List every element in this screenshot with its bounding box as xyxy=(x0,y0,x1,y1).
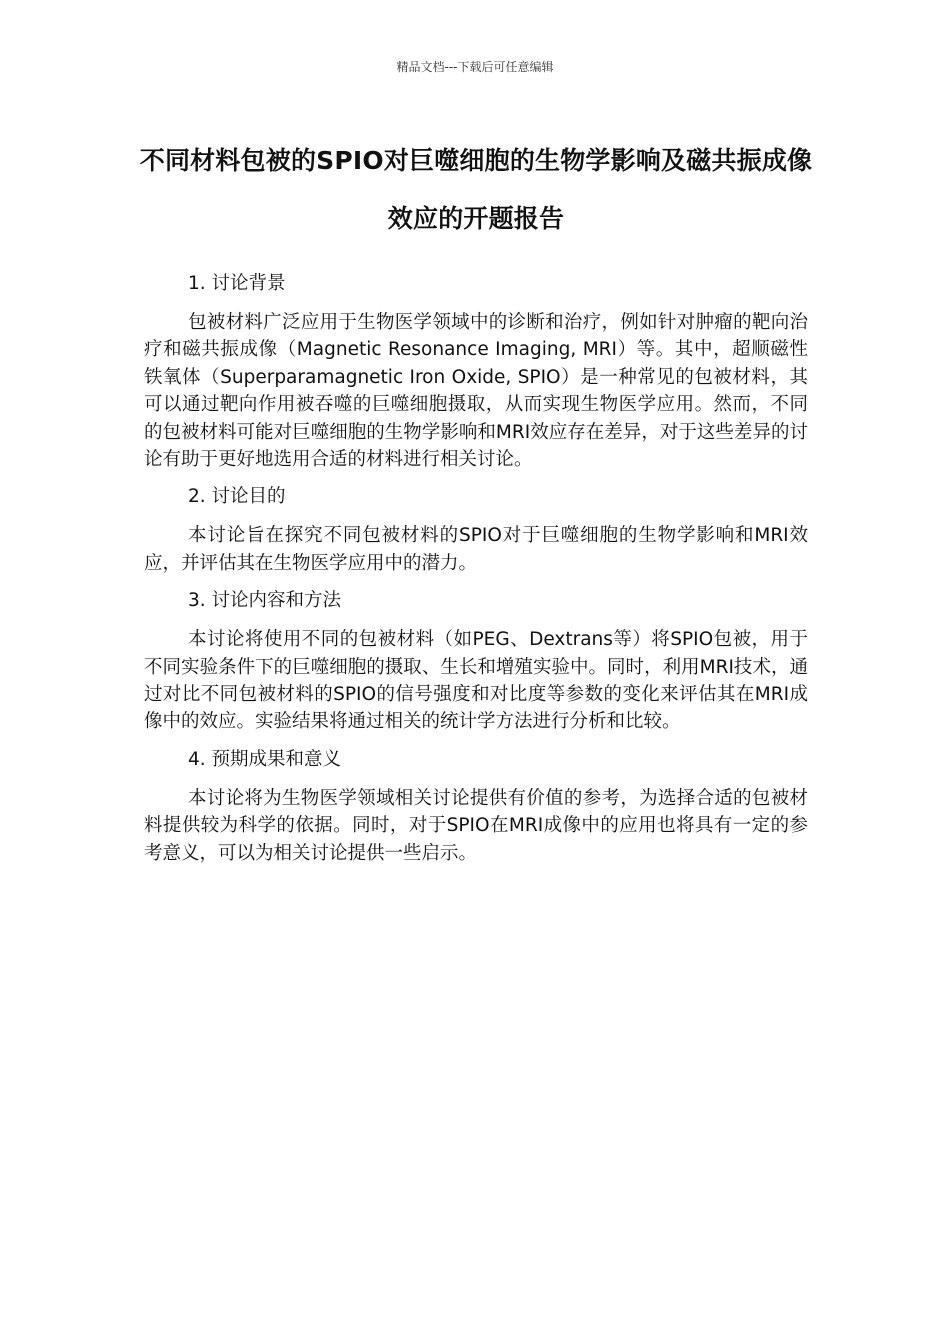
document-body xyxy=(144,270,808,877)
section-methods xyxy=(144,587,808,736)
section-heading-background: 1. 讨论背景 xyxy=(188,273,286,294)
section-paragraph-background: 包被材料广泛应用于生物医学领域中的诊断和治疗，例如针对肿瘤的靶向治疗和磁共振成像（Magnetic Resonance Imaging, MRI）等。其中，超顺磁性铁氧体（Superparamagnetic Iron Oxide, SPIO）是一种常见的包被材料，其可以通过靶向作用被吞噬的巨噬细胞摄取，从而实现生物医学应用。然而，不同的包被材料可能对巨噬细胞的生物学影响和MRI效应存在差异，对于这些差异的讨论有助于更好地选用合适的材料进行相关讨论。 xyxy=(144,312,808,471)
section-heading-methods: 3. 讨论内容和方法 xyxy=(188,590,342,612)
section-outcomes xyxy=(144,746,808,867)
section-heading-outcomes: 4. 预期成果和意义 xyxy=(188,748,342,770)
section-purpose xyxy=(144,483,808,577)
section-heading-purpose: 2. 讨论目的 xyxy=(188,486,286,508)
section-paragraph-purpose: 本讨论旨在探究不同包被材料的SPIO对于巨噬细胞的生物学影响和MRI效应，并评估其在生物医学应用中的潜力。 xyxy=(144,525,808,574)
document-title: 不同材料包被的SPIO对巨噬细胞的生物学影响及磁共振成像效应的开题报告 xyxy=(139,146,813,233)
page-header-note: 精品文档---下载后可任意编辑 xyxy=(396,60,554,74)
section-paragraph-methods: 本讨论将使用不同的包被材料（如PEG、Dextrans等）将SPIO包被，用于不同实验条件下的巨噬细胞的摄取、生长和增殖实验中。同时，利用MRI技术，通过对比不同包被材料的SPIO的信号强度和对比度等参数的变化来评估其在MRI成像中的效应。实验结果将通过相关的统计学方法进行分析和比较。 xyxy=(144,629,808,733)
section-paragraph-outcomes: 本讨论将为生物医学领域相关讨论提供有价值的参考，为选择合适的包被材料提供较为科学的依据。同时，对于SPIO在MRI成像中的应用也将具有一定的参考意义，可以为相关讨论提供一些启示。 xyxy=(144,787,808,864)
section-background xyxy=(144,270,808,473)
